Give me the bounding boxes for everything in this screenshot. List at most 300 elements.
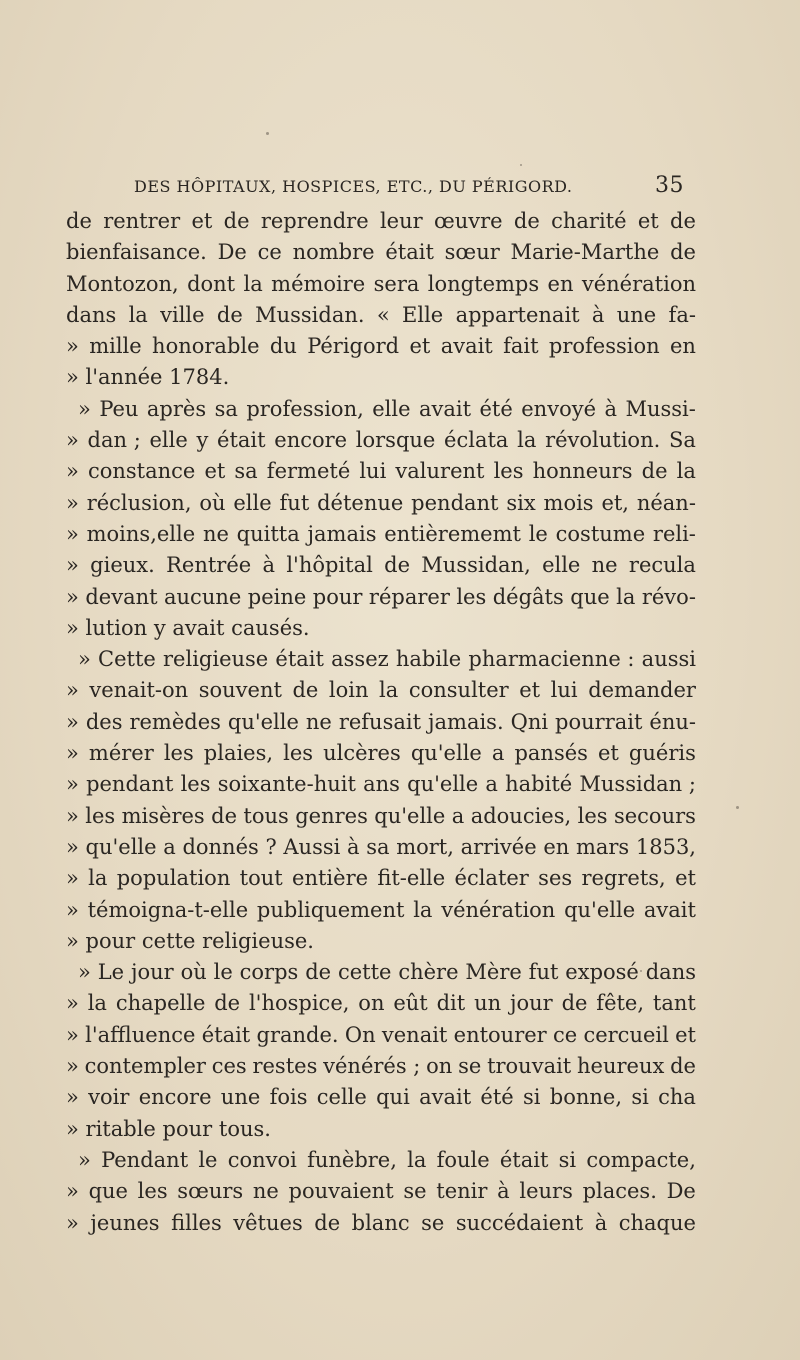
word: loin: [328, 678, 369, 703]
word: à: [604, 396, 617, 421]
paper-speck: [266, 132, 269, 135]
word: à: [594, 1210, 608, 1235]
word: »: [66, 584, 79, 609]
word: »: [66, 772, 79, 797]
word: cha: [658, 1085, 696, 1110]
text-line: [66, 1051, 696, 1082]
word: adoucies,: [470, 803, 572, 828]
word: les: [163, 741, 194, 766]
word: jour: [509, 991, 553, 1016]
word: révolution.: [545, 428, 661, 453]
word: misères: [121, 803, 205, 828]
word: »: [66, 553, 79, 578]
word: été: [479, 396, 513, 421]
word: ce: [552, 1022, 578, 1047]
word: »: [66, 365, 79, 390]
text-line: [66, 707, 696, 738]
word: moins,elle: [86, 521, 196, 546]
word: restes: [252, 1054, 318, 1079]
word: venait: [381, 1022, 448, 1047]
word: remèdes: [129, 709, 221, 734]
word: fait: [503, 334, 539, 359]
word: places.: [582, 1179, 657, 1204]
word: lorsque: [355, 428, 436, 453]
word: jamais: [307, 521, 377, 546]
text-line: [66, 394, 696, 425]
word: appartenait: [455, 302, 580, 327]
word: un: [474, 991, 502, 1016]
word: qu'elle: [407, 772, 479, 797]
word: pansés: [514, 741, 588, 766]
word: honorable: [152, 334, 260, 359]
word: jamais.: [428, 709, 504, 734]
word: reli-: [652, 521, 696, 546]
word: si: [523, 1085, 541, 1110]
word: dont: [187, 271, 236, 296]
word: à: [497, 1179, 510, 1204]
word: révo-: [641, 584, 696, 609]
word: consulter: [408, 678, 509, 703]
text-line: [66, 1208, 696, 1239]
word: population: [116, 866, 231, 891]
word: «: [376, 302, 390, 327]
word: peine: [247, 584, 307, 609]
word: »: [78, 1147, 91, 1172]
word: dan ;: [87, 428, 141, 453]
word: si: [631, 1085, 649, 1110]
word: encore: [138, 1085, 212, 1110]
word: jour: [130, 960, 174, 985]
word: mille: [89, 334, 142, 359]
word: réclusion,: [86, 490, 192, 515]
word: Mussi-: [625, 396, 696, 421]
word: l'affluence: [85, 1022, 196, 1047]
word: la: [379, 678, 399, 703]
word: ans: [363, 772, 400, 797]
word: se: [458, 1054, 482, 1079]
word: compacte,: [586, 1147, 696, 1172]
text-line: [66, 738, 696, 769]
word: genres: [295, 803, 368, 828]
word: se: [421, 1210, 445, 1235]
word: ulcères: [323, 741, 401, 766]
word: la: [407, 1147, 427, 1172]
word: profession: [548, 334, 660, 359]
word: venait-on: [89, 678, 189, 703]
word: blanc: [351, 1210, 410, 1235]
word: et: [191, 209, 213, 233]
word: 1853,: [635, 834, 696, 859]
word: corps: [239, 960, 299, 985]
word: publiquement: [256, 897, 405, 922]
word: pendant: [86, 772, 174, 797]
word: contempler: [84, 1054, 206, 1079]
word: assez: [331, 647, 389, 672]
word: mort,: [396, 834, 454, 859]
word: Mussidan,: [421, 553, 531, 578]
word: où: [199, 490, 226, 515]
text-line: [66, 269, 696, 300]
word: tant: [652, 991, 696, 1016]
word: honneurs: [532, 459, 633, 484]
word: dégâts: [492, 584, 564, 609]
word: ville: [160, 302, 205, 327]
word: tout: [239, 866, 283, 891]
word: qu'elle: [227, 709, 299, 734]
word: demander: [588, 678, 696, 703]
word: costume: [555, 521, 646, 546]
word: souvent: [198, 678, 282, 703]
word: gieux.: [90, 553, 155, 578]
word: que: [570, 584, 610, 609]
word: quitta: [236, 521, 300, 546]
word: trouvait: [487, 1054, 572, 1079]
word: six: [506, 490, 536, 515]
word: en: [543, 834, 570, 859]
word: de: [214, 991, 241, 1016]
word: le: [213, 960, 233, 985]
word: cercueil: [583, 1022, 669, 1047]
word: vénération: [441, 897, 556, 922]
word: était: [499, 1147, 549, 1172]
word: entièrememt: [384, 521, 521, 546]
word: Rentrée: [166, 553, 252, 578]
word: soixante-huit: [217, 772, 356, 797]
word: pendant: [411, 490, 499, 515]
word: elle: [372, 396, 411, 421]
word: »: [66, 1210, 79, 1235]
word: aussi: [641, 647, 696, 672]
word: fois: [269, 1085, 308, 1110]
word: l'hospice,: [248, 991, 350, 1016]
word: l'hôpital: [286, 553, 373, 578]
word: néan-: [636, 490, 696, 515]
word: elle: [233, 490, 272, 515]
word: du: [269, 334, 297, 359]
word: dans: [66, 302, 117, 327]
word: »: [66, 521, 79, 546]
word: cette: [337, 960, 392, 985]
word: était: [217, 428, 266, 453]
word: lution: [85, 615, 148, 640]
word: de: [211, 803, 237, 828]
word: les: [493, 459, 524, 484]
text-line: [66, 1114, 696, 1145]
text-line: [66, 895, 696, 926]
word: mémoire: [271, 271, 366, 296]
text-line: [66, 769, 696, 800]
word: et: [409, 334, 431, 359]
word: donnés ?: [182, 834, 277, 859]
word: éclata: [444, 428, 509, 453]
word: et: [598, 741, 619, 766]
word: grande.: [256, 1022, 339, 1047]
word: refusait: [338, 709, 422, 734]
word: œuvre: [433, 209, 503, 233]
word: de: [670, 209, 696, 233]
word: Mère: [465, 960, 522, 985]
word: de: [216, 302, 243, 327]
word: avait: [419, 1085, 472, 1110]
word: de: [305, 960, 332, 985]
word: y: [153, 615, 166, 640]
word: Montozon,: [66, 271, 179, 296]
word: les: [85, 803, 116, 828]
word: l'année: [85, 365, 163, 390]
word: pharmacienne :: [468, 647, 635, 672]
word: devant: [85, 584, 158, 609]
word: le: [528, 521, 548, 546]
word: rentrer: [103, 209, 181, 233]
word: a: [451, 803, 465, 828]
word: Qni: [510, 709, 549, 734]
word: sœur: [444, 240, 500, 265]
word: »: [66, 1116, 79, 1141]
word: Mussidan ;: [579, 772, 696, 797]
word: »: [66, 928, 79, 953]
word: ne: [591, 553, 618, 578]
word: »: [66, 428, 79, 453]
word: la: [676, 459, 696, 484]
word: habité: [505, 772, 573, 797]
word: »: [66, 334, 79, 359]
text-line: [66, 237, 696, 268]
word: »: [66, 866, 79, 891]
word: de: [561, 991, 588, 1016]
word: Le: [97, 960, 125, 985]
word: encore: [274, 428, 348, 453]
word: chapelle: [115, 991, 206, 1016]
word: constance: [87, 459, 196, 484]
word: se: [403, 1179, 427, 1204]
word: détenue: [317, 490, 404, 515]
text-line: [66, 362, 696, 393]
word: foule: [436, 1147, 490, 1172]
text-line: [66, 582, 696, 613]
word: de: [292, 678, 319, 703]
word: réparer: [368, 584, 450, 609]
word: la: [88, 866, 108, 891]
text-line: [66, 863, 696, 894]
word: sœurs: [177, 1179, 244, 1204]
word: si: [558, 1147, 577, 1172]
word: le: [198, 1147, 218, 1172]
word: convoi: [227, 1147, 297, 1172]
word: »: [78, 396, 91, 421]
word: qu'elle: [85, 834, 157, 859]
word: de: [314, 1210, 341, 1235]
word: sa: [234, 459, 258, 484]
word: une: [220, 1085, 261, 1110]
word: que: [88, 1179, 128, 1204]
word: fit-elle: [377, 866, 446, 891]
text-line: [66, 519, 696, 550]
word: dans: [645, 960, 696, 985]
paper-speck: [520, 164, 522, 166]
word: Sa: [668, 428, 696, 453]
text-line: [66, 832, 696, 863]
word: chaque: [618, 1210, 696, 1235]
word: »: [66, 615, 79, 640]
word: »: [66, 490, 79, 515]
word: à: [347, 834, 360, 859]
word: Marie-Marthe: [510, 240, 660, 265]
word: ces: [211, 1054, 247, 1079]
word: elle: [149, 428, 188, 453]
word: en: [670, 334, 696, 359]
word: des: [85, 709, 123, 734]
word: habile: [395, 647, 462, 672]
word: la: [128, 302, 148, 327]
word: de: [66, 209, 92, 233]
word: »: [66, 834, 79, 859]
word: heureux: [577, 1054, 665, 1079]
word: regrets,: [581, 866, 666, 891]
word: nombre: [292, 240, 375, 265]
word: avait: [418, 396, 472, 421]
word: secours: [613, 803, 696, 828]
word: tous: [243, 803, 289, 828]
word: religieuse.: [202, 928, 314, 953]
word: la: [243, 271, 263, 296]
word: mars: [575, 834, 630, 859]
word: On: [344, 1022, 376, 1047]
word: et: [519, 678, 541, 703]
word: avait: [172, 615, 225, 640]
text-line: [66, 1082, 696, 1113]
word: de: [670, 1054, 696, 1079]
word: »: [66, 1179, 79, 1204]
word: dit: [436, 991, 466, 1016]
word: la: [87, 991, 107, 1016]
word: après: [146, 396, 207, 421]
word: De: [217, 240, 247, 265]
word: avait: [440, 334, 493, 359]
word: Mussidan.: [255, 302, 365, 327]
word: fête,: [596, 991, 645, 1016]
word: la: [517, 428, 537, 453]
word: était: [201, 1022, 251, 1047]
word: »: [66, 1054, 79, 1079]
word: de: [641, 459, 668, 484]
word: et: [675, 1022, 696, 1047]
word: valurent: [395, 459, 485, 484]
word: fa-: [668, 302, 696, 327]
word: de: [384, 553, 410, 578]
word: ne: [252, 1179, 279, 1204]
word: les: [577, 803, 608, 828]
word: tous.: [218, 1116, 271, 1141]
text-line: [66, 1176, 696, 1207]
word: bienfaisance.: [66, 240, 207, 265]
word: »: [66, 678, 79, 703]
word: qu'elle: [374, 803, 446, 828]
word: Elle: [402, 302, 444, 327]
paper-speck: [736, 806, 739, 809]
word: lui: [359, 459, 387, 484]
word: où: [180, 960, 207, 985]
text-line: [66, 300, 696, 331]
word: et: [637, 209, 659, 233]
word: une: [616, 302, 657, 327]
word: sera: [373, 271, 420, 296]
word: était: [385, 240, 434, 265]
word: et: [675, 866, 696, 891]
word: pouvaient: [288, 1179, 394, 1204]
word: »: [78, 960, 91, 985]
word: »: [66, 1022, 79, 1047]
word: on: [426, 1054, 453, 1079]
word: sa: [214, 396, 238, 421]
text-line: [66, 488, 696, 519]
word: était: [275, 647, 324, 672]
word: leur: [379, 209, 423, 233]
word: vénération: [581, 271, 696, 296]
word: y: [196, 428, 209, 453]
word: »: [66, 1085, 79, 1110]
text-line: [66, 988, 696, 1019]
word: religieuse: [163, 647, 269, 672]
word: charité: [551, 209, 627, 233]
word: a: [491, 741, 505, 766]
word: Pendant: [101, 1147, 189, 1172]
word: ses: [538, 866, 573, 891]
word: »: [78, 647, 91, 672]
word: les: [456, 584, 487, 609]
word: qui: [376, 1085, 410, 1110]
word: été: [480, 1085, 514, 1110]
word: avait: [643, 897, 696, 922]
word: tenir: [436, 1179, 488, 1204]
word: de: [513, 209, 540, 233]
word: pour: [85, 928, 136, 953]
word: De: [666, 1179, 696, 1204]
text-line: [66, 644, 696, 675]
word: elle: [542, 553, 581, 578]
word: de: [670, 240, 696, 265]
body-text: [66, 206, 696, 1239]
word: fermeté: [266, 459, 351, 484]
word: longtemps: [427, 271, 540, 296]
word: qu'elle: [410, 741, 482, 766]
word: causés.: [231, 615, 310, 640]
word: fut: [528, 960, 559, 985]
word: la: [616, 584, 636, 609]
word: recula: [628, 553, 696, 578]
text-line: [66, 613, 696, 644]
word: celle: [316, 1085, 367, 1110]
text-line: [66, 801, 696, 832]
word: reprendre: [260, 209, 369, 233]
word: la: [413, 897, 433, 922]
word: on: [358, 991, 385, 1016]
word: mois: [543, 490, 594, 515]
text-line: [66, 331, 696, 362]
word: »: [66, 709, 79, 734]
word: qu'elle: [564, 897, 636, 922]
text-line: [66, 456, 696, 487]
running-header: [92, 173, 684, 203]
word: filles: [171, 1210, 222, 1235]
word: guéris: [628, 741, 696, 766]
word: à: [262, 553, 276, 578]
word: eût: [393, 991, 428, 1016]
word: plaies,: [203, 741, 274, 766]
word: à: [591, 302, 605, 327]
word: entière: [292, 866, 369, 891]
text-line: [66, 1020, 696, 1051]
word: vénérés ;: [323, 1054, 421, 1079]
